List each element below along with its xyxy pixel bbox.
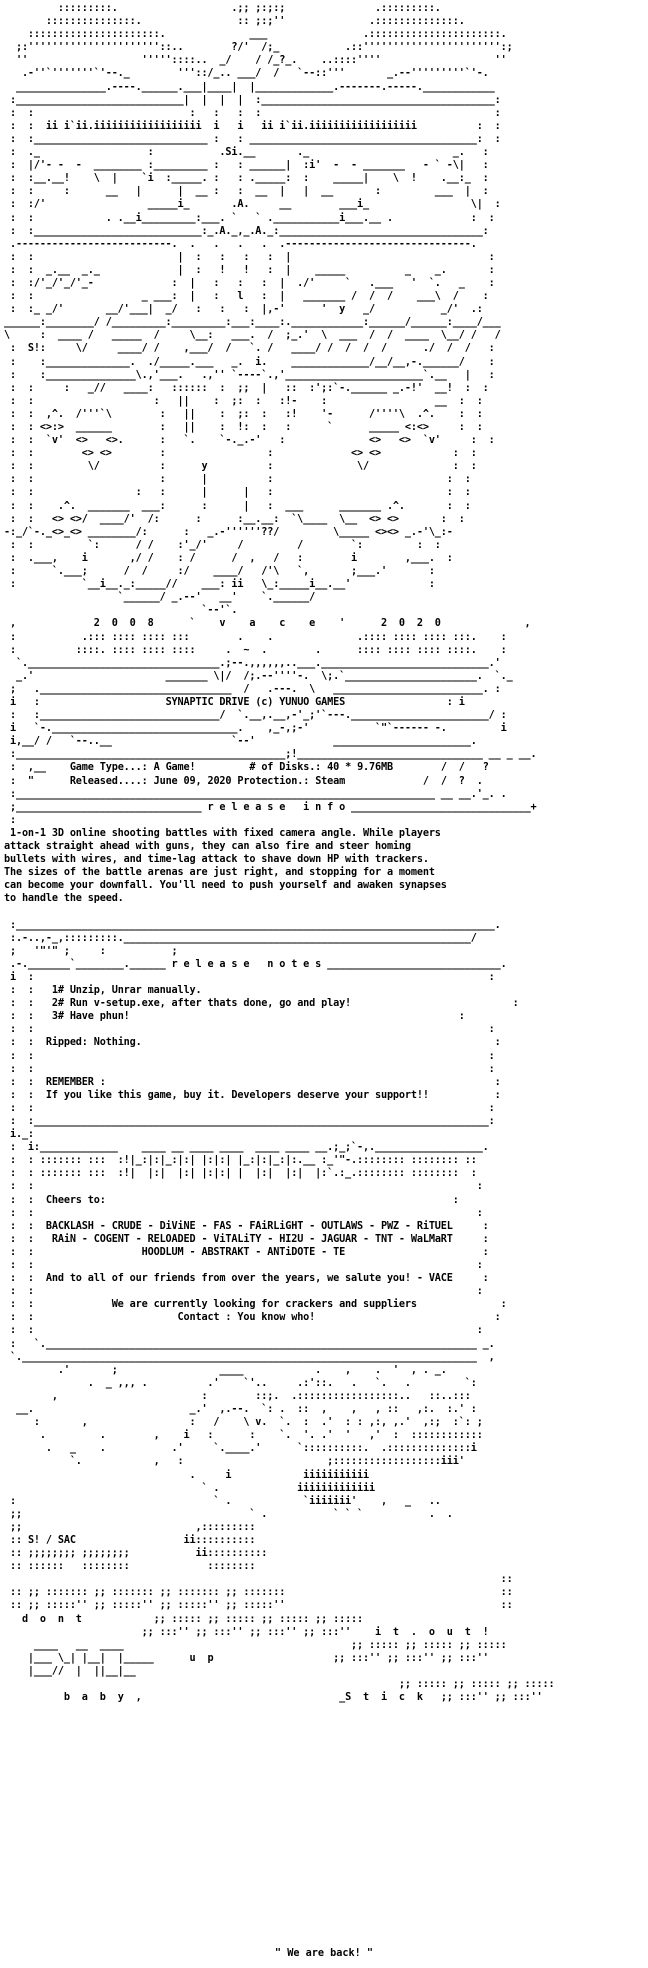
remember-text: If you like this game, buy it. Developers deserve your support!! xyxy=(45,1089,429,1101)
release-notes-header: r e l e a s e n o t e s xyxy=(171,958,322,970)
notes-step-1: 1# Unzip, Unrar manually. xyxy=(51,985,202,997)
art-eagle-top: :::::::::. .;; ;:;:; .:::::::::. :::::::::::::::. :: ;:;'' .::::::::::::::. ::::::::::::::::::::::. ___ .::::::::::::::::::::::. ;:''''''''''''''''''''''::.. ?/' /;_ .::''''''''''''''''''''''':; '' '''''::::.. _/ / /_?_. ..::::'''' '' .-''`'''''''`'--._ '''::/_.. ___/ / `--::''' _.--'''''''''`'-. _______________.----.______.___|____| |_____________.-------.-----.____________ :____________________________| | | | :_______________________________________: : : : : : : : : : ii i`ii.iiiiiiiiiiiiiiiiii i i ii i`ii.iiiiiiiiiiiiiiiiii : : : :_____________________________ : : ______________________________________: : : ._ : .Si.__ ._ _. : : |/'- - - ________ :_________ : : ______| :i' - - _______ - ` -\| : : :__.__! \ | `i :_____. : : ._____: : _____| \ ! .__:_ : : : : __ | | __ : : __ | | __ : ___ | : : :/' _____i_ .A. __ ___i_ \| : : : . .__i_________:___. ` ` .___________i___.__ . : : : :____________________________:_.A._,_.A._:__________________________________: xyxy=(9,3,513,237)
notes-step-3: 3# Have phun! xyxy=(51,1011,130,1023)
groups-line-2: RAiN - COGENT - RELOADED - ViTALiTY - HI2U - JAGUAR - TNT - WaLMaRT xyxy=(51,1233,453,1245)
groups-line-1: BACKLASH - CRUDE - DiViNE - FAS - FAiRLiGHT - OUTLAWS - PWZ - RiTUEL xyxy=(45,1220,453,1232)
groups-line-3: HOODLUM - ABSTRAKT - ANTiDOTE - TE xyxy=(141,1246,346,1258)
notes-step-2: 2# Run v-setup.exe, after thats done, go and play! xyxy=(51,998,352,1010)
word-up: u p xyxy=(189,1652,214,1664)
word-stick: _S t i c k xyxy=(339,1692,423,1704)
nfo-ascii-art: :::::::::. .;; ;:;:; .:::::::::. :::::::::::::::. :: ;:;'' .::::::::::::::. ::::::::::::::::::::::. ___ .::::::::::::::::::::::. ;:''''''''''''''''''''''::.. ?/' /;_ .::''''''''''''''''''''''':; '' '''''::::.. _/ / /_?_. ..::::'''' '' .-''`'''''''`'--._ '''::/_.. ___/ / `--::''' _.--'''''''''`'-. _______________.----.______.___|____| |_____________.-------.-----.____________ :____________________________| | | | :_______________________________________: : : : : : : : : : ii i`ii.iiiiiiiiiiiiiiiiii i i ii i`ii.iiiiiiiiiiiiiiiiii : : : :_____________________________ : : ______________________________________: : : ._ : .Si.__ ._ _. : : |/'- - - ________ :_________ : : ______| :i' - - _______ - ` -\| : : :__.__! \ | `i :_____. : : ._____: : _____| \ ! .__:_ : : : : __ | | __ : : __ | | __ : ___ | : : :/' _____i_ .A. __ ___i_ \| : : : . .__i_________:___. ` ` .___________i___.__ . : : : :____________________________:_.A._,_.A._:__________________________________: .--------------------------. . . . . .-------------------------------. : : | : : : : | : : : _.__ _._ | : ! ! : | _____ _ _. : : :/'_/'_/'_- : | : : : | ./' ` .___ ' `. _ : : : _ ___: | : l : | _______ / / / ___\ / : : :_ _/' __/'___| _/ : : : |,-' ' y _/ _/' .: ______:________/ /_________:_________:___:____:.____________:______/______:____/___ \ : ____ / _____ / \__: ___. / ;_.' \ ___ / / ____ \__/ / / : S!: \/ ____/ / ,___/ / `. / ____/ / / / / ./ / / : : :______________. ./_____.___ _. i. _____________/__/__,-.______/ : : :_______________\.,'___. .,'' `----`.,'_______________________`.__ | : : : : _// ____: :::::: : ;; | :: :';:`-.______ _.-!' __! : : : : : || : ;: : :!- : __ : : : : ,^. /'''`\ : || : ;: : :! '- /''''\ .^. : : : : <>:> ______ : || : !: : : ` _____ <:<> : : : : `v' <> <>. : `. `-._.-' : <> <> `v' : : : : <> <> : : <> <> : : : : \/ : y : \/ : : : : : | : : : : : : : | | : : : : : .^. _______ ___: : | : ___ _______ .^. : : : : <> <>/ ____/' /: : :__.__: `\____ \__ <> <> : : -:_/`-._<>_<> ________/: : _.-''''''??/ \_____ <><> _.-'\_:- : : `: / / :'_/' / / `: : : : .___, i ,/ / : / / , / : i ,___. : : `.___; / / :/ ____/ /'\ `, ;___.' : : `__i__._:_____// ___: ii \_:_____i__.__' : `______/ _.--' __' `.______/ `--'`. , 2 0 0 8 ` v a c e ' 2 0 2 0 , : .::: :::: :::: ::: . . .:::: :::: :::: :::. : : ::::. :::: :::: :::: . ~ . . :::: :::: :::: ::::. : `.________________________________.;--.,,,,,,..___.____________________________.' _.' _______ \|/ /;.--''''-. \;.`______________________. `._ ; .________________________________ / .---. \ _________________________. : i : SYNAPTIC DRIVE (c) YUNUO GAMES : i : :______________________________/ `.__,.__,-'_;'`---._______________________/ : i `-._______________________________. ,_-,;-' `"`------ -. i i,__/ / `--..__ `--' _______________________. :_____________________________________________;!_______________________________ __ _ __. : ,__ Game Type...: A Game! # of Disks.: 40 * 9.76MB / / ? : " Released....: June 09, 2020 Protection.: Steam / / ? . :______________________________________________________________________ __ __.'_. . ;_______________________________ r e l e a s e i n f o ______________________________+ : 1-on-1 3D online shooting battles with fixed camera angle. While players attack straight ahead with guns, they can also fire and steer homing bullets with wires, and time-lag attack to shave down HP with trackers. The sizes of the battle arenas are just right, and stopping for a moment can become your downfall. You'll need to push yourself and awaken synapses to handle the speed. :________________________________________________________________________________. :.-..,-_,:::::::::.__________________________________________________________/ ; '"'" ; : ; .-._______`________.______ r e l e a s e n o t e s _____________________________. i : : : : 1# Unzip, Unrar manually. : : 2# Run v-setup.exe, after thats done, go and play! : : : 3# Have phun! : : : : : : Ripped: Nothing. : : : : : : : : : REMEMBER : : : : If you like this game, buy it. Developers deserve your support!! : : : : : :____________________________________________________________________________: i._: : i:_____________ ____ __ ____ ____ ____ ____ __.;_;`-,.__________________. : : ::::::: ::: :!|_:|:|_:|:| |:|:| |_:|:|_:|:.__ :_'"-.:::::::: :::::::: :: : : ::::::: ::: :!| |:| |:| |:|:| | |:| |:| |:`.:_.:::::::: :::::::: : : : : : : Cheers to: : : : : : : BACKLASH - CRUDE - DiViNE - FAS - FAiRLiGHT - OUTLAWS - PWZ - RiTUEL : : : RAiN - COGENT - RELOADED - ViTALiTY - HI2U - JAGUAR - TNT - WaLMaRT : : : HOODLUM - ABSTRAKT - ANTiDOTE - TE : : : : : : And to all of our friends from over the years, we salute you! - VACE : : : : : : We are currently looking for crackers and suppliers : : : Contact : You know who! : : : : : `.________________________________________________________________________ _. `.____________________________________________________________________________ , .' ; ____ . , . ' , . _. . _ ,,, . .' `'.. .:'::. . `. . `: , : ::;. .:::::::::::::::::.. ::..::: __. _.' ,.--. `: . :: , , , :: ,:. :.' : : , : / \ v. `. : .' : : ,:, ,.' ,:; :`: ; . . , i : : `. '. .' ' ,' : :::::::::::: . _ . .' `.____.' `::::::::::. .::::::::::::::i `. , : ;::::::::::::::::::iii' . i iiiiiiiiiii ` . iiiiiiiiiiiii : ` . `iiiiiii' , _ .. ;; ` . ` ` ` . . ;; ,::::::::: :: S! / SAC ii:::::::::: :: ;;;;;;;; ;;;;;;;; ii:::::::::: :: :::::: :::::::: :::::::: :: :: ;; ::::::: ;; ::::::: ;; ::::::: ;; ::::::: :: :: ;; :::::'' ;; :::::'' ;; :::::'' ;; :::::'' :: d o n t ;; ::::: ;; ::::: ;; ::::: ;; ::::: ;; :::'' ;; :::'' ;; :::'' ;; :::'' i t . o u t ! ____ __ ____ ;; ::::: ;; ::::: ;; ::::: |___ \_| |__| |_____ u p ;; :::'' ;; :::'' ;; :::'' |___// | ||__|__ ;; ::::: ;; ::::: ;; ::::: b a b y , _S t i c k ;; :::'' ;; :::'' xyxy=(4,3,555,1704)
art-logo-middle: .--------------------------. . . . . .-------------------------------. : : | : : : : | : : : _.__ _._ | : ! ! : | _____ _ _. : : :/'_/'_/'_- : | : : : | ./' ` .___ ' `. _ : : : _ ___: | : l : | _______ / / / ___\ / : : :_ _/' __/'___| _/ : : : |,-' ' y _/ _/' .: ______:________/ /_________:_________:___:____:.____________:______/______:____/___ \ : ____ / _____ / \__: ___. / ;_.' \ ___ / / ____ \__/ / / : S!: \/ ____/ / ,___/ / `. / ____/ / / / / ./ / / : : :______________. ./_____.___ _. i. _____________/__/__,-.______/ : : :_______________\.,'___. .,'' `----`.,'_______________________`.__ | : : : : _// ____: :::::: : ;; | :: :';:`-.______ _.-!' __! : : : : : || : ;: : :!- : __ : : : : ,^. /'''`\ : || : ;: : :! '- /''''\ .^. : : : : <>:> ______ : || : !: : : ` _____ <:<> : : : : `v' <> <>. : `. `-._.-' : <> <> `v' : : : : <> <> : : <> <> : : : : \/ : y : \/ : : : : : | : : : : : : : | | : : : : : .^. _______ ___: : | : ___ _______ .^. : : : : <> <>/ ____/' /: : :__.__: `\____ \__ <> <> : : -:_/`-._<>_<> ________/: : _.-''''''??/ \_____ <><> _.-'\_:- : : `: / / :'_/' / / `: : : : .___, i ,/ / : / / , / : i ,___. : : `.___; / / :/ ____/ /'\ `, ;___.' : : `__i__._:_____// ___: ii \_:_____i__.__' : `______/ _.--' __' `.______/ `--'`. xyxy=(4,238,501,617)
protection-label: Protection.: xyxy=(237,775,310,787)
released-label: Released....: xyxy=(69,775,148,787)
word-dont: d o n t xyxy=(21,1613,82,1625)
friends-line: And to all of our friends from over the years, we salute you! - VACE xyxy=(45,1273,453,1285)
ripped-line: Ripped: Nothing. xyxy=(45,1037,142,1049)
release-info-text: 1-on-1 3D online shooting battles with fixed camera angle. While players attack straight ahead with guns, they can also fire and steer homing bullets with wires, and time-lag attack to shave down HP with trackers. The sizes of the battle arenas are just right, and stopping for a moment can become your downfall. You'll need to push yourself and awaken synapses to handle the speed. xyxy=(4,827,447,905)
contact-line: Contact : You know who! xyxy=(177,1312,316,1324)
game-title: SYNAPTIC DRIVE (c) YUNUO GAMES xyxy=(165,696,346,708)
protection-value: Steam xyxy=(315,775,346,787)
word-baby: b a b y , xyxy=(63,1692,142,1704)
art-title-bottom: : :______________________________/ `.__,.__,-'_;'`---._______________________/ : i `-._______________________________. ,_-,;-' `"`------ -. i i,__/ / `--..__ `--' _______________________. :_____________________________________________;!_______________________________ __ _ __. xyxy=(9,710,537,761)
disks-value: 40 * 9.76MB xyxy=(327,762,393,774)
game-type-value: A Game! xyxy=(153,762,196,774)
released-value: June 09, 2020 xyxy=(153,775,232,787)
art-title-top: `.________________________________.;--.,,,,,,..___.____________________________.' _.' _______ \|/ /;.--''''-. \;.`______________________. `._ ; .________________________________ / .---. \ _________________________. : i : xyxy=(9,657,513,708)
cheers-label: Cheers to: xyxy=(45,1194,106,1206)
remember-label: REMEMBER : xyxy=(45,1076,106,1088)
closing-line: " We are back! " xyxy=(274,1948,374,1959)
game-type-label: Game Type...: xyxy=(69,762,148,774)
word-it-out: i t . o u t ! xyxy=(374,1626,489,1638)
looking-line: We are currently looking for crackers and suppliers xyxy=(111,1299,417,1311)
signature-sac: S! / SAC xyxy=(27,1534,76,1546)
disks-label: # of Disks.: xyxy=(249,762,322,774)
art-edge: : i xyxy=(446,696,465,708)
art-years: , 2 0 0 8 ` v a c e ' 2 0 2 0 , : .::: :::: :::: ::: . . .:::: :::: :::: :::. : : ::::. :::: :::: :::: . ~ . . :::: :::: :::: ::::. : xyxy=(9,618,531,656)
release-info-header: r e l e a s e i n f o xyxy=(207,801,346,813)
